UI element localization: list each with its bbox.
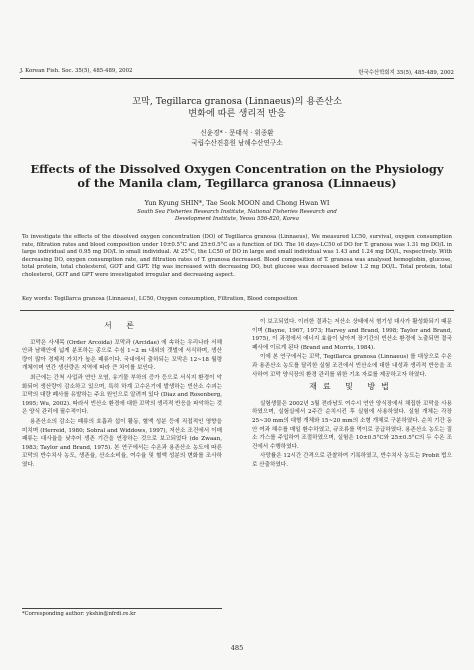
korean-title: 꼬막, Tegillarca granosa (Linnaeus)의 용존산소 변화에 따른 생리적 반응: [132, 96, 342, 119]
affiliation: South Sea Fisheries Research Institute, National Fisheries Research and Development Institute, Yeosu 556-820, Korea: [137, 209, 337, 222]
paragraph: 실험생물은 2002년 3월 전라남도 여수시 연안 양식장에서 채집한 꼬막을 사용하였으며, 실험실에서 2주간 순치시킨 후 실험에 사용하였다. 실험 개체는 각장 25~30 mm의 대형 개체와 15~20 mm의 소형 개체로 구분하였다. 순치 기간 동안 여과 해수를 매일 환수하였고, 규조류를 먹이로 공급하였다. 용존산소 농도는 질소 가스를 주입하여 조절하였으며, 실험은 10±0.5°C와 25±0.5°C의 두 수온 조건에서 수행하였다.: [252, 400, 452, 450]
english-authors: Yun Kyung SHIN*, Tae Seok MOON and Chong Hwan WI: [144, 199, 330, 207]
header-rule: [20, 78, 454, 79]
section-heading-methods: 재료 및 방법: [309, 382, 395, 392]
korean-authors: 신윤경* · 문태석 · 위종환 국립수산진흥원 남해수산연구소: [191, 129, 283, 147]
keywords: Key words: Tegillarca granosa (Linnaeus), LC50, Oxygen consumption, Filtration, Blood composition: [22, 296, 298, 302]
page-number: 485: [230, 644, 244, 652]
corresponding-author-footnote: *Corresponding author: ykshin@nfrdi.re.kr: [22, 608, 222, 617]
paragraph: 최근에는 간척 사업과 연안 오염, 유기물 부하의 증가 등으로 서식지 환경이 악화되어 생산량이 감소하고 있으며, 특히 하계 고수온기에 발생하는 빈산소 수괴는 꼬막의 대량 폐사를 유발하는 주요 원인으로 알려져 있다 (Diaz and Rosenberg, 1995; Wu, 2002). 따라서 빈산소 환경에 대한 꼬막의 생리적 반응을 파악하는 것은 양식 관리에 필수적이다.: [22, 374, 222, 416]
section-heading-introduction: 서 론: [104, 321, 140, 330]
paragraph: 사망률은 12시간 간격으로 관찰하여 기록하였고, 반수치사 농도는 Probit 법으로 산출하였다.: [252, 453, 452, 468]
running-header: [20, 68, 454, 76]
english-title: Effects of the Dissolved Oxygen Concentration on the Physiology of the Manila clam, Tegillarca granosa (Linnaeus): [30, 162, 444, 190]
abstract: To investigate the effects of the dissolved oxygen concentration (DO) of Tegillarca granosa (Linnaeus), We measured LC50, survival, oxygen consumption rate, filtration rates and blood composition under 10±0.5°C and 25±0.5°C as a function of DO. The 16 days-LC50 of DO for T. granosa was 1.31 mg DO/L in large individual and 0.95 mg DO/L in small individual. At 25°C, the LC50 of DO in large and small individual was 1.43 and 1.24 mg DO/L, respectively. With decreasing DO, oxygen consumption rate, and filtration rates of T. granosa decreased. Blood composition of T. granosa was analysed hemoglobin, glucose, total protein, total cholesterol, GOT and GPT. Hg was increased with decreasing DO, but glucose was decreased below 1.2 mg DO/L. Total protein, total cholesterol, GOT and GPT were investigated irregular and decreasing aspect.: [22, 234, 452, 278]
right-column: [252, 318, 452, 471]
paragraph: 용존산소의 감소는 패류의 호흡과 섭이 활동, 혈액 성분 등에 직접적인 영향을 미치며 (Herreid, 1980; Sobral and Widdows, 1997), 저산소 조건에서 이매패류는 대사율을 낮추어 생존 기간을 연장하는 것으로 보고되었다 (de Zwaan, 1983; Taylor and Brand, 1975). 본 연구에서는 수온과 용존산소 농도에 따른 꼬막의 반수치사 농도, 생존율, 산소소비율, 여수율 및 혈액 성분의 변화를 조사하였다.: [22, 418, 222, 468]
left-column: [22, 318, 222, 471]
abstract-rule: [20, 310, 454, 311]
journal-citation-korean: 한국수산학회지 35(5), 485-489, 2002: [358, 70, 454, 76]
paragraph: 이에 본 연구에서는 꼬막, Tegillarca granosa (Linnaeus) 를 대상으로 수온과 용존산소 농도를 달리한 실험 조건에서 빈산소에 대한 내성과 생리적 반응을 조사하여 꼬막 양식장의 환경 관리를 위한 기초 자료를 제공하고자 하였다.: [252, 354, 452, 378]
paragraph: 꼬막은 사새목 (Order Arcoida) 꼬막과 (Arcidae) 에 속하는 우리나라 서해안과 남해안에 넓게 분포하는 종으로 수심 1~2 m 내외의 갯벌에 서식하며, 생산량이 많아 경제적 가치가 높은 패류이다. 국내에서 출하되는 꼬막은 12~18 월령 개체이며 연간 생산량은 지역에 따라 큰 차이를 보인다.: [22, 339, 222, 372]
journal-citation-english: J. Korean Fish. Soc. 35(5), 485-489, 2002: [20, 68, 133, 74]
paragraph: 이 보고되었다. 이러한 결과는 저산소 상태에서 혐기성 대사가 활성화되기 때문이며 (Bayne, 1967, 1973; Harvey and Brand, 1998; Taylor and Brand, 1975), 이 과정에서 에너지 효율이 낮아져 장기간의 빈산소 환경에 노출되면 결국 폐사에 이르게 된다 (Brand and Morris, 1984).: [252, 319, 452, 351]
